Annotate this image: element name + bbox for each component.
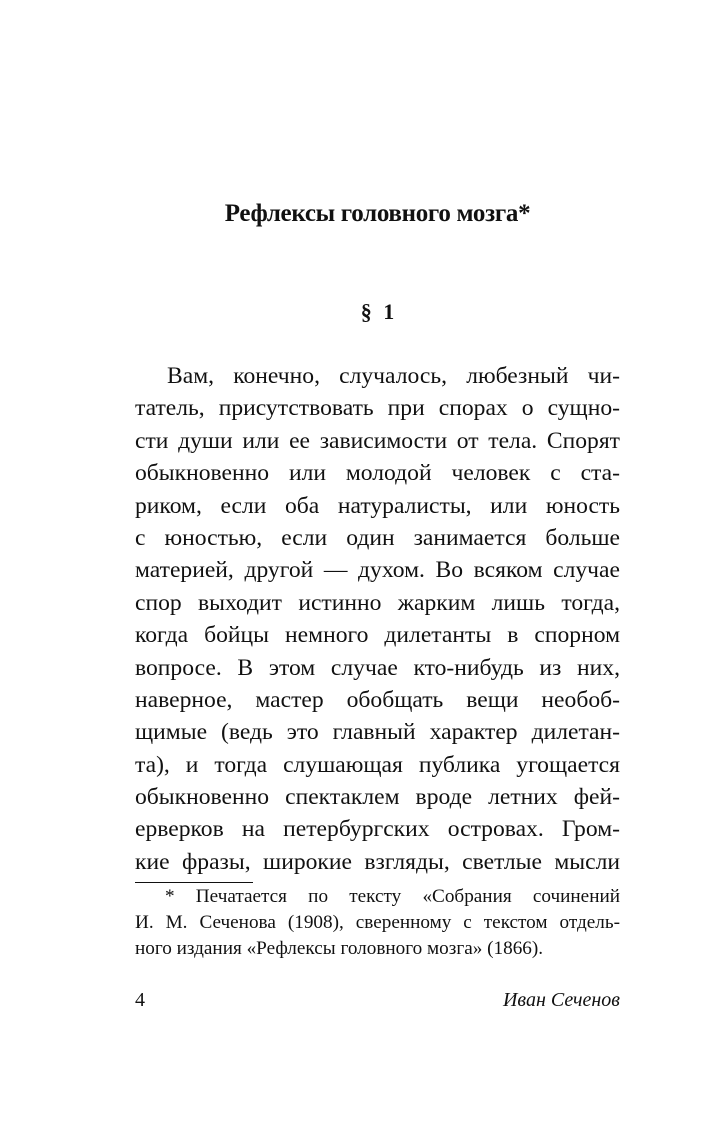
body-line: та), и тогда слушающая публика угощается [135,751,620,778]
body-line: Вам, конечно, случалось, любезный чи- [167,363,620,389]
body-line: татель, присутствовать при спорах о сущно- [135,395,620,422]
page-number: 4 [135,989,145,1011]
body-line: материей, другой — духом. Во всяком случае [135,557,620,584]
body-line: обыкновенно или молодой человек с ста- [135,460,620,487]
body-line: обыкновенно спектаклем вроде летних фей- [135,784,620,811]
chapter-title: Рефлексы головного мозга* [224,200,531,227]
body-line: риком, если оба натуралисты, или юность [135,492,620,519]
footnote-divider [135,882,253,883]
body-line: вопросе. В этом случае кто-нибудь из них, [135,654,620,681]
body-line: щимые (ведь это главный характер дилетан- [135,719,620,746]
running-footer-author: Иван Сеченов [502,989,620,1011]
body-line: ерверков на петербургских островах. Гром- [135,816,620,843]
body-line: наверное, мастер обобщать вещи необоб- [135,686,620,713]
body-line: когда бойцы немного дилетанты в спорном [135,622,620,649]
body-line: сти души или ее зависимости от тела. Спорят [135,427,620,454]
footnote-line: * Печатается по тексту «Собрания сочинений [165,886,620,907]
footnote-line: ного издания «Рефлексы головного мозга» (1866). [135,938,544,959]
footnote-line: И. М. Сеченова (1908), сверенному с текстом отдель- [135,912,620,933]
body-line: с юностью, если один занимается больше [135,524,620,551]
body-line: спор выходит истинно жарким лишь тогда, [135,589,620,616]
body-line: кие фразы, широкие взгляды, светлые мысли [135,848,620,875]
footnote [135,884,620,962]
body-text [135,360,620,878]
section-heading: § 1 [360,299,395,324]
